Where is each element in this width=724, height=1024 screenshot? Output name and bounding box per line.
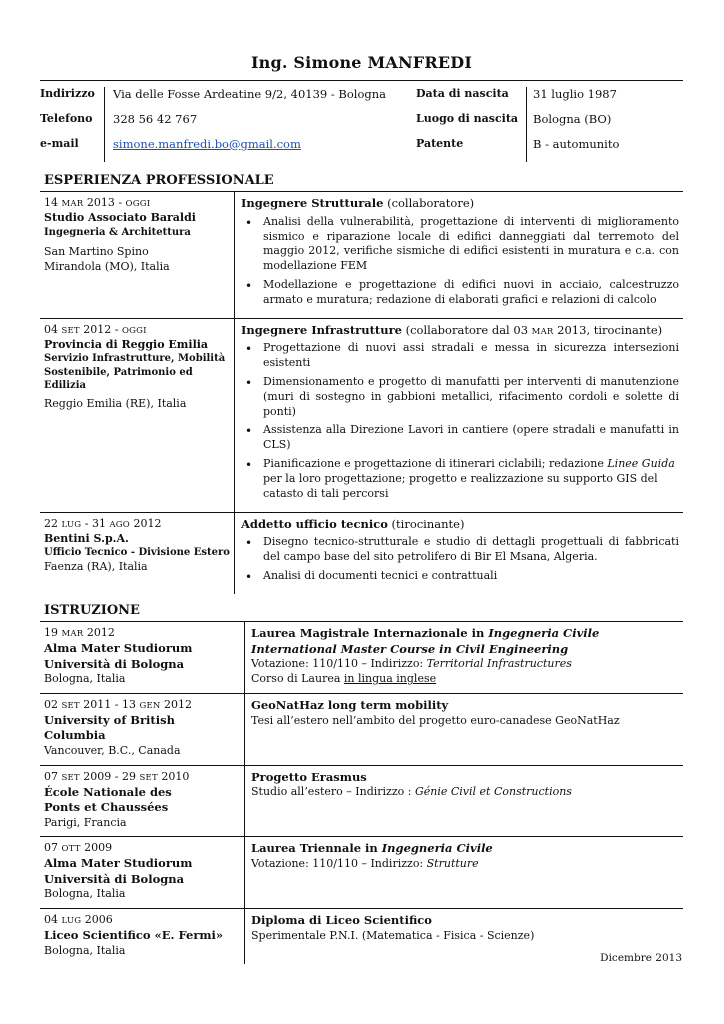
degree-grade: Votazione: 110/110 – Indirizzo: Territorial Infrastructures	[251, 657, 572, 671]
institution-name: Liceo Scientifico «E. Fermi»	[44, 927, 224, 942]
degree-note: Studio all’estero – Indirizzo : Génie Civil et Constructions	[251, 785, 572, 799]
list-item: • Assistenza alla Direzione Lavori in cantiere (opere stradali e manufatti in CLS)	[241, 423, 679, 453]
entry-date: 19 MAR 2012	[44, 626, 115, 640]
list-item: • Dimensionamento e progetto di manufatti per interventi di manutenzione (muri di sostegno in gabbioni metallici, rifacimento cordoli e solette di ponti)	[241, 375, 679, 420]
job-duties	[241, 341, 679, 501]
education-heading: ISTRUZIONE	[40, 602, 683, 623]
employer-location: Faenza (RA), Italia	[44, 559, 148, 573]
birthdate-value: 31 luglio 1987	[533, 86, 617, 101]
address-value: Via delle Fosse Ardeatine 9/2, 40139 - Bologna	[113, 86, 387, 101]
birthdate-label: Data di nascita	[416, 86, 509, 100]
experience-section	[40, 172, 683, 594]
birthplace-value: Bologna (BO)	[533, 111, 612, 126]
institution-location: Parigi, Francia	[44, 815, 127, 829]
institution-location: Bologna, Italia	[44, 672, 126, 686]
list-item: • Analisi di documenti tecnici e contrattuali	[241, 569, 679, 584]
job-title: Ingegnere Strutturale (collaboratore)	[241, 196, 475, 211]
employer-name: Provincia di Reggio Emilia	[44, 337, 209, 351]
job-duties	[241, 215, 679, 308]
birthplace-label: Luogo di nascita	[416, 111, 519, 125]
license-value: B - automunito	[533, 136, 620, 151]
list-item: • Modellazione e progettazione di edifici nuovi in acciaio, calcestruzzo armato e muratura; redazione di elaborati grafici e relazioni di calcolo	[241, 278, 679, 308]
employer-location: Reggio Emilia (RE), Italia	[44, 396, 187, 410]
experience-entry	[40, 192, 683, 319]
personal-info-right	[403, 87, 619, 162]
degree-title: Diploma di Liceo Scientifico	[251, 913, 432, 928]
experience-entry	[40, 513, 683, 594]
email-link[interactable]: simone.manfredi.bo@gmail.com	[113, 136, 301, 151]
degree-note: Tesi all’estero nell’ambito del progetto euro-canadese GeoNatHaz	[251, 713, 620, 727]
employer-location: San Martino Spino	[44, 245, 149, 259]
education-section	[40, 602, 683, 965]
document-date: Dicembre 2013	[600, 952, 682, 964]
degree-title: Laurea Triennale in Ingegneria Civile	[251, 841, 493, 856]
email-label: e-mail	[40, 136, 79, 150]
degree-title: Laurea Magistrale Internazionale in Ingegneria Civile	[251, 626, 600, 641]
employer-department: Ufficio Tecnico - Divisione Estero	[44, 547, 230, 559]
list-item: • Progettazione di nuovi assi stradali e messa in sicurezza intersezioni esistenti	[241, 341, 679, 371]
job-duties	[241, 535, 679, 584]
institution-location: Bologna, Italia	[44, 887, 126, 901]
job-title: Addetto ufficio tecnico (tirocinante)	[241, 516, 465, 531]
degree-title: GeoNatHaz long term mobility	[251, 697, 449, 712]
experience-heading: ESPERIENZA PROFESSIONALE	[40, 172, 683, 193]
cv-page	[40, 0, 683, 972]
education-entry	[40, 837, 683, 909]
institution-name: École Nationale des	[44, 784, 172, 799]
experience-entry	[40, 319, 683, 513]
phone-value: 328 56 42 767	[113, 111, 198, 126]
phone-label: Telefono	[40, 111, 93, 125]
institution-name: Ponts et Chaussées	[44, 800, 169, 815]
entry-date: 02 SET 2011 - 13 GEN 2012	[44, 697, 193, 711]
degree-note: Corso di Laurea in lingua inglese	[251, 672, 437, 686]
license-label: Patente	[416, 136, 464, 150]
institution-name: Alma Mater Studiorum	[44, 856, 193, 871]
degree-title: Progetto Erasmus	[251, 769, 367, 784]
address-label: Indirizzo	[40, 86, 95, 100]
education-entry	[40, 766, 683, 838]
personal-info-left	[40, 87, 403, 162]
education-entry	[40, 622, 683, 694]
employer-name: Studio Associato Baraldi	[44, 210, 196, 224]
employer-name: Bentini S.p.A.	[44, 531, 129, 545]
employer-location: Mirandola (MO), Italia	[44, 260, 170, 274]
employer-department: Ingegneria & Architettura	[44, 226, 191, 238]
cv-name: Ing. Simone MANFREDI	[250, 53, 473, 72]
job-title: Ingegnere Infrastrutture (collaboratore dal 03 MAR 2013, tirocinante)	[241, 322, 663, 337]
institution-name: Università di Bologna	[44, 871, 185, 886]
degree-note: Sperimentale P.N.I. (Matematica - Fisica - Scienze)	[251, 928, 535, 942]
entry-date: 07 SET 2009 - 29 SET 2010	[44, 769, 190, 783]
entry-date: 22 LUG - 31 AGO 2012	[44, 516, 162, 530]
entry-date: 04 LUG 2006	[44, 913, 113, 927]
institution-name: Alma Mater Studiorum	[44, 641, 193, 656]
institution-location: Bologna, Italia	[44, 943, 126, 957]
institution-name: University of British Columbia	[44, 712, 175, 743]
list-item: • Analisi della vulnerabilità, progettazione di interventi di miglioramento sismico e riparazione locale di edifici danneggiati dal terremoto del maggio 2012, verifiche sismiche di edifici esistenti in muratura e c.a. con modellazione FEM	[241, 215, 679, 274]
entry-date: 07 OTT 2009	[44, 841, 113, 855]
degree-grade: Votazione: 110/110 – Indirizzo: Strutture	[251, 856, 479, 870]
degree-subtitle: International Master Course in Civil Engineering	[251, 641, 569, 656]
list-item: • Pianificazione e progettazione di itinerari ciclabili; redazione Linee Guida per la loro progettazione; progetto e realizzazione su supporto GIS del catasto di tali percorsi	[241, 457, 679, 502]
entry-date: 04 SET 2012 - OGGI	[44, 322, 147, 336]
education-entry	[40, 909, 683, 964]
personal-info	[40, 81, 683, 172]
entry-date: 14 MAR 2013 - OGGI	[44, 196, 151, 210]
list-item: • Disegno tecnico-strutturale e studio di dettagli progettuali di fabbricati del campo base del sito petrolifero di Bir El Msana, Algeria.	[241, 535, 679, 565]
education-entry	[40, 694, 683, 766]
institution-name: Università di Bologna	[44, 656, 185, 671]
institution-location: Vancouver, B.C., Canada	[44, 743, 181, 757]
employer-department: Servizio Infrastrutture, Mobilità Sostenibile, Patrimonio ed Edilizia	[44, 353, 226, 392]
